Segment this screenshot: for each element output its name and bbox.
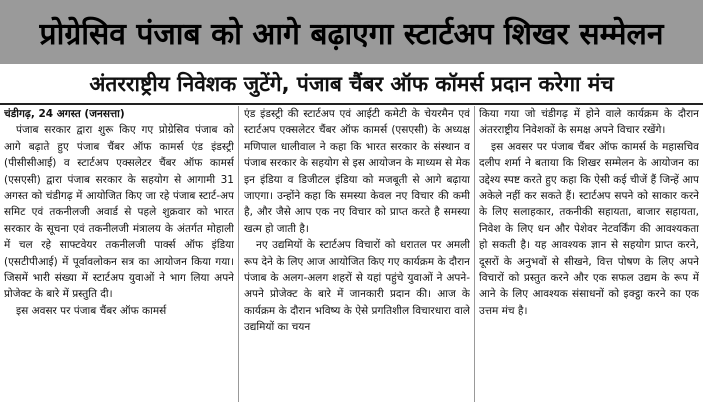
column-1-paragraph-1: पंजाब सरकार द्वारा शुरू किए गए प्रोग्रेसिव पंजाब को आगे बढ़ाते हुए पंजाब चैंबर ऑफ कामर्स एंड इंडस्ट्री (पीसीसीआई) व स्टार्टअप एक्सलेटर चैंबर ऑफ कामर्स (एसएसी) द्वारा पंजाब सरकार के सहयोग से आगामी 31 अगस्त को चंडीगढ़ में आयोजित किए जा रहे पंजाब स्टार्ट-अप समिट एवं तकनीलजी अवार्ड से पहले शुक्रवार को भारत सरकार के सूचना एवं तकनीलजी मंत्रालय के अंतर्गत मोहाली में चल रहे साफ्टवेयर तकनीलजी पार्क्स ऑफ इंडिया (एसटीपीआई) में पूर्वावलोकन सत्र का आयोजन किया गया। जिसमें भारी संख्या में स्टार्टअप युवाओं ने भाग लिया अपने प्रोजेक्ट के बारे में प्रस्तुति दी। [4, 124, 234, 301]
column-2 [244, 106, 470, 402]
column-separator [238, 106, 239, 402]
column-2-paragraph-2: नए उद्यमियों के स्टार्टअप विचारों को धरातल पर अमली रूप देने के लिए आज आयोजित किए गए कार्यक्रम के दौरान पंजाब के अलग-अलग शहरों से यहां पहुंचे युवाओं ने अपने-अपने प्रोजेक्ट के बारे में जानकारी प्रदान की। आज के कार्यक्रम के दौरान भविष्य के ऐसे प्रगतिशील विचारधारा वाले उद्यमियों का चयन [244, 239, 470, 334]
divider [0, 103, 703, 105]
headline: प्रोग्रेसिव पंजाब को आगे बढ़ाएगा स्टार्टअप शिखर सम्मेलन [0, 0, 703, 64]
dateline: चंडीगढ़, 24 अगस्त (जनसत्ता) [4, 108, 125, 120]
subheadline: अंतरराष्ट्रीय निवेशक जुटेंगे, पंजाब चैंबर ऑफ कॉमर्स प्रदान करेगा मंच [89, 72, 614, 96]
column-3-paragraph-1: किया गया जो चंडीगढ़ में होने वाले कार्यक्रम के दौरान अंतरराष्ट्रीय निवेशकों के समक्ष अपने विचार रखेंगे। [479, 108, 699, 137]
column-1-paragraph-2: इस अवसर पर पंजाब चैंबर ऑफ कामर्स [16, 304, 167, 317]
column-2-paragraph-1: एंड इंडस्ट्री की स्टार्टअप एवं आईटी कमेटी के चेयरमैन एवं स्टार्टअप एक्सलेटर चैंबर ऑफ कामर्स (एसएसी) के अध्यक्ष मणिपाल धालीवाल ने कहा कि भारत सरकार के संस्थान व पंजाब सरकार के सहयोग से इस आयोजन के माध्यम से मेक इन इंडिया व डिजीटल इंडिया को मजबूती से आगे बढ़ाया जाएगा। उन्होंने कहा कि समस्या केवल नए विचार की कमी है, और जैसे आप एक नए विचार को प्राप्त करते है समस्या खत्म हो जाती है। [244, 108, 470, 235]
column-3-paragraph-2: इस अवसर पर पंजाब चैंबर ऑफ कामर्स के महासचिव दलीप शर्मा ने बताया कि शिखर सम्मेलन के आयोजन का उद्देश्य स्पष्ट करते हुए कहा कि ऐसी कई चीजें हैं जिन्हें आप अकेले नहीं कर सकते हैं। स्टार्टअप सपने को साकार करने के लिए सलाहकार, तकनीकी सहायता, बाजार सहायता, निवेश के लिए धन और पेशेवर नेटवर्किंग की आवश्यकता हो सकती है। यह आवश्यक ज्ञान से सहयोग प्राप्त करने, दूसरों के अनुभवों से सीखने, वित्त पोषण के लिए अपने विचारों को प्रस्तुत करने और एक सफल उद्यम के रूप में आने के लिए आवश्यक संसाधनों को इक्ट्ठा करने का एक उत्तम मंच है। [479, 140, 699, 317]
column-separator [474, 106, 475, 402]
column-3 [479, 106, 699, 402]
column-1 [4, 106, 234, 402]
